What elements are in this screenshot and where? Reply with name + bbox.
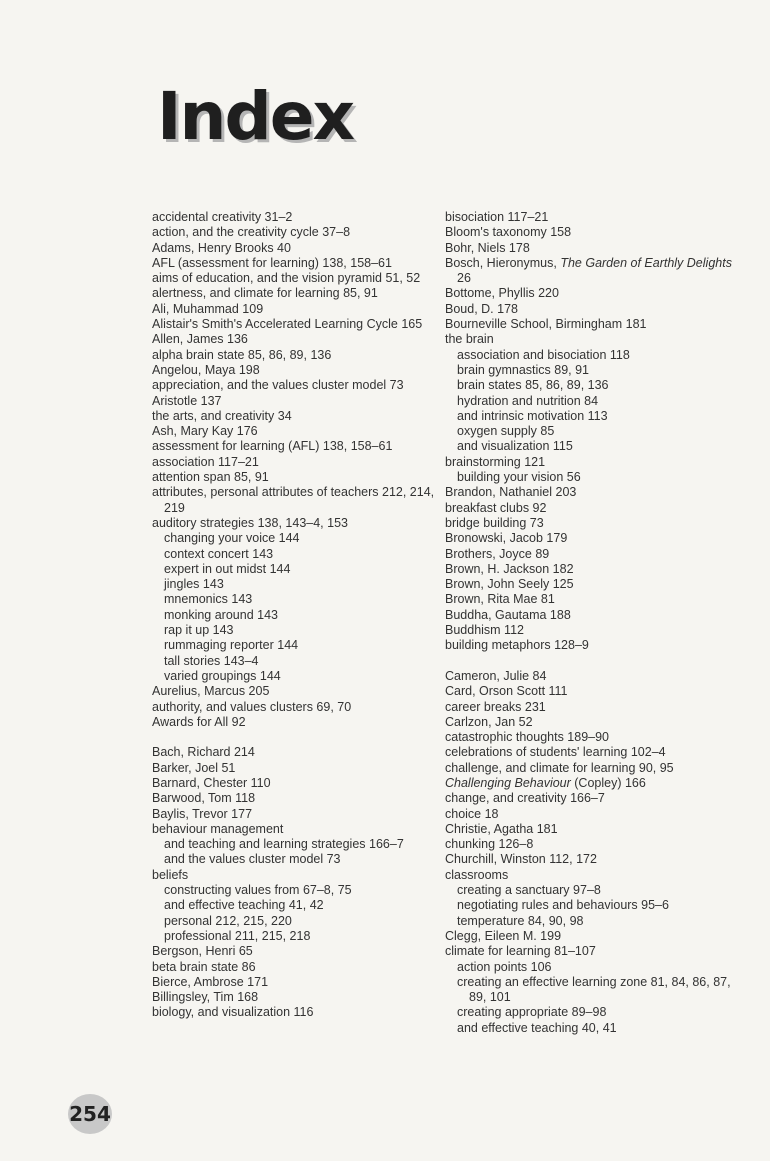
- index-entry: Churchill, Winston 112, 172: [445, 852, 597, 867]
- index-entry: Bohr, Niels 178: [445, 240, 530, 255]
- index-entry: Card, Orson Scott 111: [445, 684, 568, 699]
- index-entry-title: The Garden of Earthly Delights: [560, 255, 732, 270]
- index-subentry: brain gymnastics 89, 91: [457, 362, 590, 377]
- index-subentry: professional 211, 215, 218: [164, 928, 311, 943]
- index-entry: Bronowski, Jacob 179: [445, 531, 568, 546]
- index-entry: attention span 85, 91: [152, 470, 269, 485]
- index-entry: Allen, James 136: [152, 332, 248, 347]
- index-subentry: oxygen supply 85: [457, 424, 555, 439]
- index-entry: action, and the creativity cycle 37–8: [152, 225, 351, 240]
- index-entry: classrooms: [445, 867, 509, 882]
- index-entry: AFL (assessment for learning) 138, 158–61: [152, 255, 392, 270]
- index-subentry: expert in out midst 144: [164, 561, 291, 576]
- page-title: Index: [157, 78, 354, 155]
- index-subentry: personal 212, 215, 220: [164, 913, 292, 928]
- index-entry: chunking 126–8: [445, 837, 534, 852]
- index-entry: building metaphors 128–9: [445, 638, 589, 653]
- index-entry: Awards for All 92: [152, 714, 246, 729]
- index-subentry: and teaching and learning strategies 166–7: [164, 837, 404, 852]
- index-entry: Bloom's taxonomy 158: [445, 225, 572, 240]
- index-entry: career breaks 231: [445, 699, 546, 714]
- index-column-left: [152, 210, 442, 1021]
- index-entry: Aristotle 137: [152, 393, 222, 408]
- index-subentry: varied groupings 144: [164, 668, 281, 683]
- index-column-right: [445, 210, 745, 1036]
- index-entry: Barker, Joel 51: [152, 760, 236, 775]
- index-subentry: and effective teaching 40, 41: [457, 1020, 617, 1035]
- index-subentry: action points 106: [457, 959, 552, 974]
- index-entry: Brown, Rita Mae 81: [445, 592, 555, 607]
- index-entry: attributes, personal attributes of teachers 212, 214, 219: [152, 485, 435, 515]
- index-entry: auditory strategies 138, 143–4, 153: [152, 515, 348, 530]
- index-entry: biology, and visualization 116: [152, 1005, 314, 1020]
- index-subentry: creating an effective learning zone 81, 84, 86, 87, 89, 101: [457, 974, 731, 1005]
- index-subentry: changing your voice 144: [164, 531, 300, 546]
- index-subentry: creating appropriate 89–98: [457, 1005, 607, 1020]
- index-entry: Christie, Agatha 181: [445, 821, 558, 836]
- index-entry: behaviour management: [152, 821, 284, 836]
- index-subentry: hydration and nutrition 84: [457, 393, 599, 408]
- index-entry: brainstorming 121: [445, 454, 546, 469]
- index-subentry: association and bisociation 118: [457, 347, 630, 362]
- index-letter-gap: [152, 730, 442, 745]
- index-entry: assessment for learning (AFL) 138, 158–61: [152, 439, 393, 454]
- index-entry: Bottome, Phyllis 220: [445, 286, 559, 301]
- index-subentry: monking around 143: [164, 607, 278, 622]
- index-subentry: jingles 143: [164, 577, 224, 592]
- index-subentry: brain states 85, 86, 89, 136: [457, 378, 609, 393]
- index-entry: Adams, Henry Brooks 40: [152, 240, 291, 255]
- index-subentry: rap it up 143: [164, 623, 234, 638]
- index-entry: Bergson, Henri 65: [152, 944, 253, 959]
- index-subentry: and effective teaching 41, 42: [164, 898, 324, 913]
- index-entry: accidental creativity 31–2: [152, 210, 293, 224]
- index-entry: Brown, H. Jackson 182: [445, 561, 574, 576]
- index-subentry: creating a sanctuary 97–8: [457, 883, 601, 898]
- index-entry: bisociation 117–21: [445, 210, 549, 224]
- index-entry: celebrations of students' learning 102–4: [445, 745, 666, 760]
- index-subentry: negotiating rules and behaviours 95–6: [457, 898, 669, 913]
- index-entry: Brothers, Joyce 89: [445, 546, 550, 561]
- index-entry: Clegg, Eileen M. 199: [445, 928, 562, 943]
- index-subentry: and visualization 115: [457, 439, 573, 454]
- index-entry: appreciation, and the values cluster model 73: [152, 378, 404, 393]
- index-entry: Boud, D. 178: [445, 301, 518, 316]
- page-number-badge: [68, 1094, 112, 1134]
- index-entry: beta brain state 86: [152, 959, 256, 974]
- page-number: 254: [69, 1102, 111, 1126]
- index-entry: Bourneville School, Birmingham 181: [445, 317, 647, 332]
- index-entry: alertness, and climate for learning 85, 91: [152, 286, 378, 301]
- index-entry: bridge building 73: [445, 515, 544, 530]
- index-entry: association 117–21: [152, 454, 259, 469]
- index-entry: climate for learning 81–107: [445, 944, 596, 959]
- index-entry: Ash, Mary Kay 176: [152, 424, 258, 439]
- index-entry: Ali, Muhammad 109: [152, 301, 264, 316]
- index-entry: challenge, and climate for learning 90, 95: [445, 760, 674, 775]
- index-entry: Alistair's Smith's Accelerated Learning Cycle 165: [152, 317, 423, 332]
- index-entry: [445, 776, 745, 791]
- index-subentry: constructing values from 67–8, 75: [164, 883, 352, 898]
- index-entry: [445, 256, 745, 287]
- index-entry-pages: 26: [457, 271, 471, 286]
- index-entry: Billingsley, Tim 168: [152, 990, 259, 1005]
- index-entry: catastrophic thoughts 189–90: [445, 730, 610, 745]
- index-entry: change, and creativity 166–7: [445, 791, 605, 806]
- index-entry-title: Challenging Behaviour: [445, 775, 571, 790]
- index-subentry: building your vision 56: [457, 470, 581, 485]
- index-letter-gap: [445, 654, 745, 669]
- index-entry: Baylis, Trevor 177: [152, 806, 253, 821]
- index-entry: the arts, and creativity 34: [152, 408, 292, 423]
- index-entry-pages: (Copley) 166: [570, 775, 646, 790]
- index-entry: Aurelius, Marcus 205: [152, 684, 270, 699]
- index-entry: Buddhism 112: [445, 623, 524, 638]
- index-entry: authority, and values clusters 69, 70: [152, 699, 352, 714]
- index-entry: Bierce, Ambrose 171: [152, 974, 269, 989]
- index-entry: Barnard, Chester 110: [152, 775, 271, 790]
- index-subentry: mnemonics 143: [164, 592, 253, 607]
- index-subentry: tall stories 143–4: [164, 653, 259, 668]
- index-entry: Brown, John Seely 125: [445, 577, 574, 592]
- index-entry: breakfast clubs 92: [445, 500, 547, 515]
- index-entry: Bach, Richard 214: [152, 745, 255, 760]
- index-subentry: context concert 143: [164, 546, 274, 561]
- index-entry: Cameron, Julie 84: [445, 668, 547, 683]
- index-entry: Carlzon, Jan 52: [445, 714, 533, 729]
- index-subentry: rummaging reporter 144: [164, 638, 299, 653]
- index-entry-text: Bosch, Hieronymus,: [445, 255, 561, 270]
- index-subentry: and the values cluster model 73: [164, 852, 341, 867]
- index-entry: Angelou, Maya 198: [152, 362, 260, 377]
- index-subentry: temperature 84, 90, 98: [457, 913, 584, 928]
- index-entry: beliefs: [152, 867, 189, 882]
- index-entry: Barwood, Tom 118: [152, 791, 256, 806]
- index-entry: aims of education, and the vision pyramid 51, 52: [152, 271, 421, 286]
- index-subentry: and intrinsic motivation 113: [457, 408, 608, 423]
- index-entry: Buddha, Gautama 188: [445, 607, 571, 622]
- index-entry: alpha brain state 85, 86, 89, 136: [152, 347, 332, 362]
- index-entry: choice 18: [445, 806, 499, 821]
- index-entry: the brain: [445, 332, 494, 347]
- index-entry: Brandon, Nathaniel 203: [445, 485, 577, 500]
